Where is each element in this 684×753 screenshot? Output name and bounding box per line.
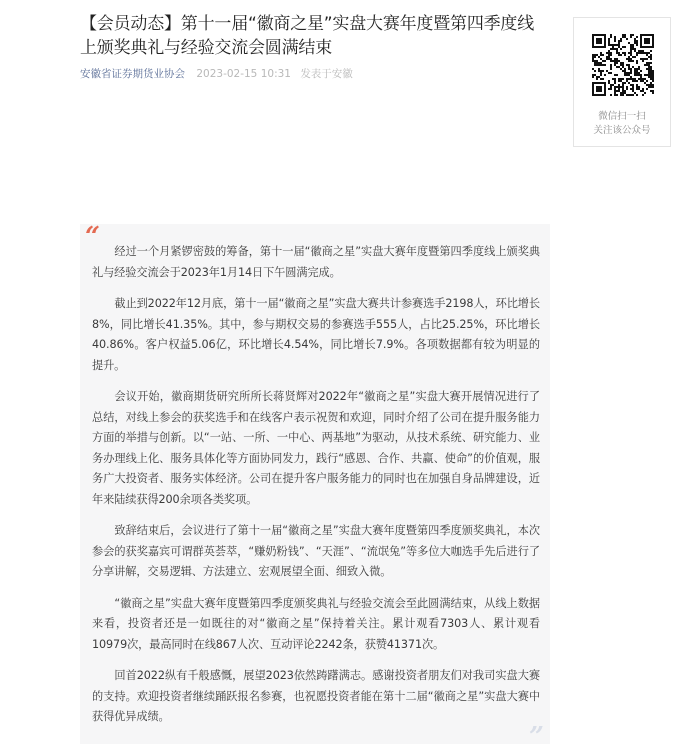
paragraph: 回首2022纵有千般感慨，展望2023依然踌躇满志。感谢投资者朋友们对我司实盘大赛的支持。欢迎投资者继续踊跃报名参赛，也祝愿投资者能在第十二届“徽商之星”实盘大赛中获得优异成绩。 [92,669,540,723]
paragraph: 经过一个月紧锣密鼓的筹备，第十一届“徽商之星”实盘大赛年度暨第四季度线上颁奖典礼与经验交流会于2023年1月14日下午圆满完成。 [92,245,540,279]
article-meta [80,66,550,81]
publish-datetime: 2023-02-15 10:31 [196,68,291,80]
qr-code-icon [592,34,654,96]
paragraph: 截止到2022年12月底，第十一届“徽商之星”实盘大赛共计参赛选手2198人，环比增长8%，同比增长41.35%。其中，参与期权交易的参赛选手555人，占比25.25%，环比增长40.86%。客户权益5.06亿，环比增长4.54%，同比增长7.9%。各项数据都有较为明显的提升。 [92,297,540,372]
qr-caption [574,110,670,138]
publish-location: 发表于安徽 [300,68,353,80]
article-text [92,242,540,739]
qr-caption-line1: 微信扫一扫 [598,111,646,122]
article-body [80,222,550,752]
author-link[interactable]: 安徽省证券期货业协会 [80,68,185,80]
paragraph: 致辞结束后，会议进行了第十一届“徽商之星”实盘大赛年度暨第四季度颁奖典礼，本次参会的获奖嘉宾可谓群英荟萃，“赚奶粉钱”、“天涯”、“流氓兔”等多位大咖选手先后进行了分享讲解，交易逻辑、方法建立、宏观展望全面、细致入微。 [92,524,540,578]
paragraph: 会议开始，徽商期货研究所所长蒋贤辉对2022年“徽商之星”实盘大赛开展情况进行了总结，对线上参会的获奖选手和在线客户表示祝贺和欢迎，同时介绍了公司在提升服务能力方面的举措与创新。以“一站、一所、一中心、两基地”为驱动，从技术系统、研究能力、业务办理线上化、服务具体化等方面协同发力，践行“感恩、合作、共赢、使命”的价值观，服务广大投资者、服务实体经济。公司在提升客户服务能力的同时也在加强自身品牌建设，近年来陆续获得200余项各类奖项。 [92,390,540,506]
paragraph: “徽商之星”实盘大赛年度暨第四季度颁奖典礼与经验交流会至此圆满结束，从线上数据来看，投资者还是一如既往的对“徽商之星”保持着关注。累计观看7303人、累计观看10979次，最高同时在线867人次、互动评论2242条，获赞41371次。 [92,596,540,651]
qr-caption-line2: 关注该公众号 [593,125,651,136]
quote-close-icon: ” [529,722,544,752]
article-title: 【会员动态】第十一届“徽商之星”实盘大赛年度暨第四季度线上颁奖典礼与经验交流会圆满结束 [80,14,535,58]
quote-open-icon: “ [85,222,100,252]
qr-code-panel [573,17,671,147]
